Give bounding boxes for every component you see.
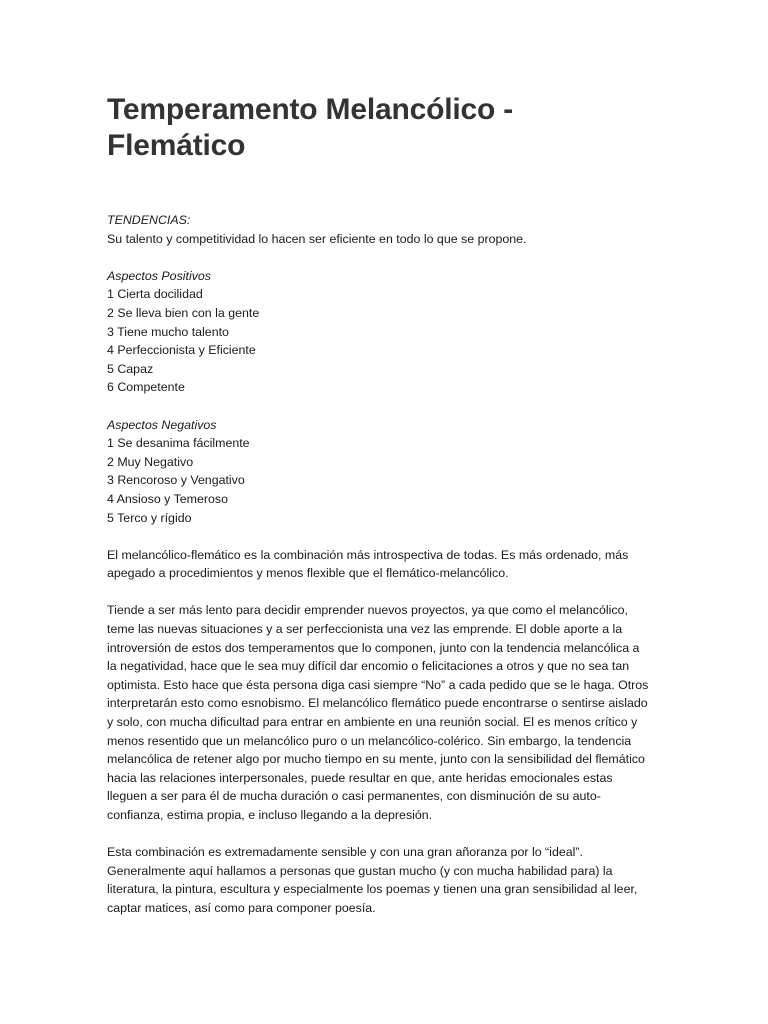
list-item: 6 Competente: [107, 380, 185, 395]
paragraph-line: interpretarán esto como esnobismo. El melancólico flemático puede encontrarse o sentirse aislado: [107, 696, 648, 711]
list-item: 2 Muy Negativo: [107, 454, 194, 469]
negativos-heading: Aspectos Negativos: [107, 417, 217, 432]
paragraph-line: Esta combinación es extremadamente sensible y con una gran añoranza por lo “ideal”.: [107, 845, 583, 860]
paragraph-line: Tiende a ser más lento para decidir emprender nuevos proyectos, ya que como el melancólico,: [107, 603, 628, 618]
paragraph-line: melancólica de retener algo por mucho tiempo en su mente, junto con la sensibilidad del flemático: [107, 752, 645, 767]
title-line: Temperamento Melancólico -: [107, 93, 513, 126]
list-item: 4 Perfeccionista y Eficiente: [107, 343, 256, 358]
tendencias-heading: TENDENCIAS:: [107, 213, 191, 227]
positivos-heading: Aspectos Positivos: [107, 268, 211, 283]
paragraph-line: literatura, la pintura, escultura y especialmente los poemas y tienen una gran sensibilidad al leer,: [107, 882, 638, 897]
list-item: 5 Terco y rígido: [107, 510, 192, 525]
list-item: 4 Ansioso y Temeroso: [107, 491, 228, 506]
list-item: 3 Rencoroso y Vengativo: [107, 473, 245, 488]
paragraph-2: [107, 601, 667, 824]
list-item: 5 Capaz: [107, 361, 154, 376]
positivos-section: [107, 267, 667, 397]
paragraph-line: menos resentido que un melancólico puro o un melancólico-colérico. Sin embargo, la tendencia: [107, 733, 632, 748]
document-page: [107, 92, 667, 936]
list-item: 1 Se desanima fácilmente: [107, 436, 250, 451]
list-item: 2 Se lleva bien con la gente: [107, 305, 260, 320]
paragraph-line: Generalmente aquí hallamos a personas que gustan mucho (y con mucha habilidad para) la: [107, 863, 613, 878]
paragraph-line: apegado a procedimientos y menos flexible que el flemático-melancólico.: [107, 566, 509, 581]
tendencias-text: Su talento y competitividad lo hacen ser eficiente en todo lo que se propone.: [107, 231, 527, 246]
list-item: 3 Tiene mucho talento: [107, 324, 229, 339]
paragraph-line: lleguen a ser para él de mucha duración o casi permanentes, con disminución de su auto-: [107, 789, 601, 804]
paragraph-line: introversión de estos dos temperamentos que lo componen, junto con la tendencia melancólica a: [107, 640, 640, 655]
paragraph-line: la negatividad, hace que le sea muy difícil dar encomio o felicitaciones a otros y que no sea tan: [107, 659, 630, 674]
paragraph-1: [107, 546, 667, 583]
title-line: Flemático: [107, 129, 246, 162]
list-item: 1 Cierta docilidad: [107, 287, 203, 302]
tendencias-section: [107, 211, 667, 248]
negativos-section: [107, 416, 667, 528]
paragraph-line: El melancólico-flemático es la combinación más introspectiva de todas. Es más ordenado, más: [107, 547, 629, 562]
page-title: [107, 92, 667, 164]
paragraph-3: [107, 843, 667, 917]
paragraph-line: optimista. Esto hace que ésta persona diga casi siempre “No” a cada pedido que se le haga. Otros: [107, 677, 649, 692]
paragraph-line: captar matices, así como para componer poesía.: [107, 900, 376, 915]
paragraph-line: teme las nuevas situaciones y a ser perfeccionista una vez las emprende. El doble aporte a la: [107, 622, 623, 637]
paragraph-line: hacia las relaciones interpersonales, puede resultar en que, ante heridas emocionales estas: [107, 770, 613, 785]
paragraph-line: y solo, con mucha dificultad para entrar en ambiente en una reunión social. El es menos crítico y: [107, 715, 638, 730]
paragraph-line: confianza, estima propia, e incluso llegando a la depresión.: [107, 808, 433, 822]
